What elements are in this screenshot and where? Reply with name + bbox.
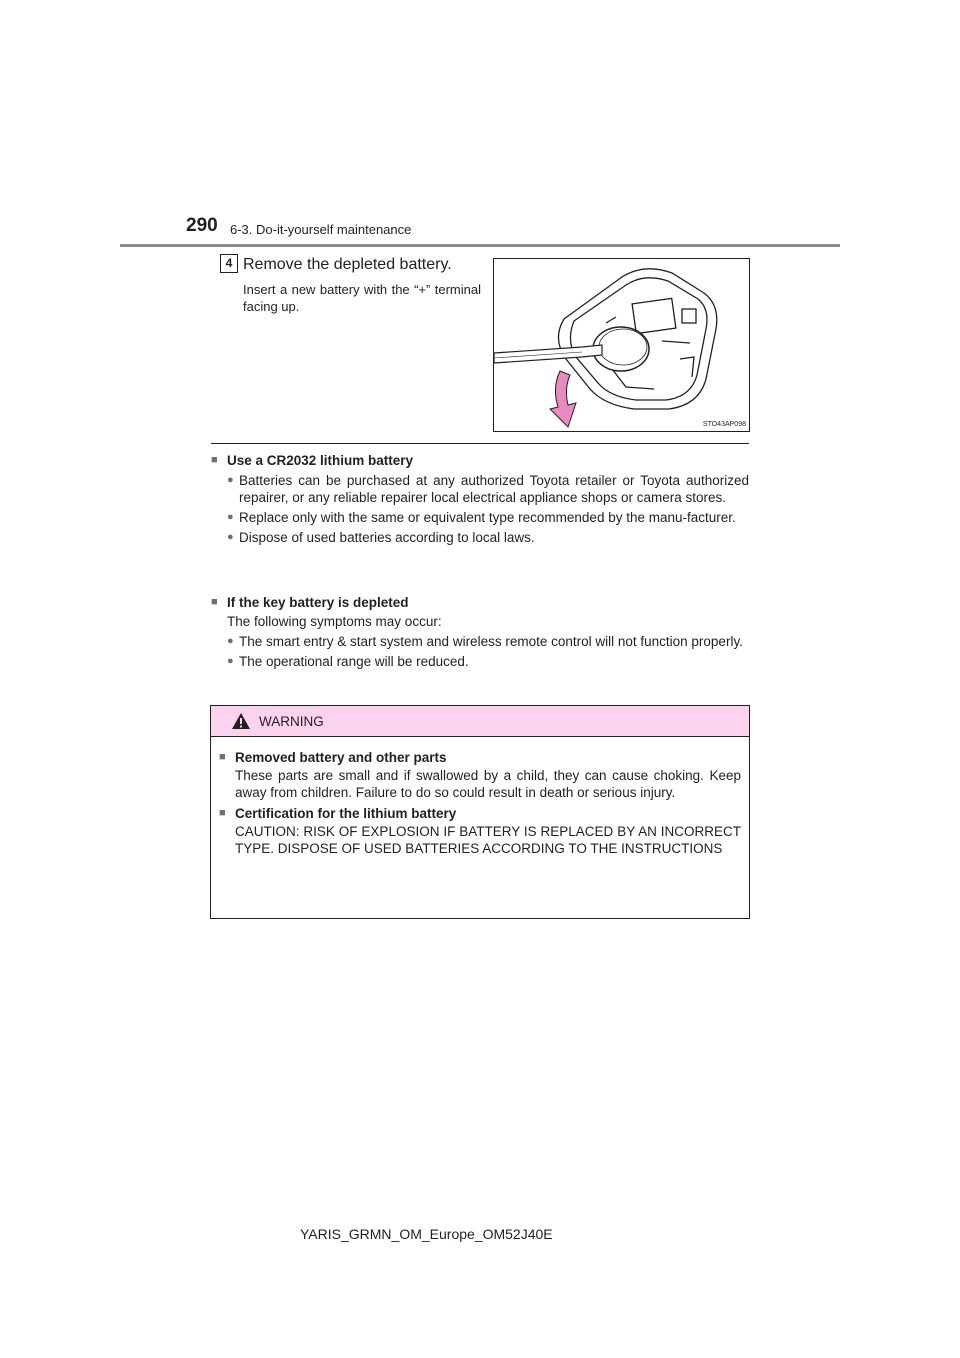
page-number: 290 <box>186 215 218 236</box>
list-item: ● Batteries can be purchased at any authorized Toyota retailer or Toyota authorized repairer, or any reliable repairer local electrical appliance shops or camera stores. <box>211 472 749 506</box>
dot-bullet-icon: ● <box>227 531 234 543</box>
header-rule <box>120 244 840 247</box>
square-bullet-icon: ■ <box>219 807 226 819</box>
dot-bullet-icon: ● <box>227 511 234 523</box>
section-title: 6-3. Do-it-yourself maintenance <box>230 222 412 237</box>
dot-bullet-icon: ● <box>227 474 234 486</box>
figure-code: STO43AP098 <box>702 421 746 428</box>
warning-label: WARNING <box>259 713 324 729</box>
section-heading: ■ If the key battery is depleted <box>211 595 409 610</box>
square-bullet-icon: ■ <box>219 751 226 763</box>
warning-item-text: These parts are small and if swallowed by a child, they can cause choking. Keep away from children. Failure to do so could result in death or serious injury. <box>235 768 741 800</box>
section-divider <box>211 443 749 444</box>
dot-bullet-icon: ● <box>227 655 234 667</box>
section-heading: ■ Use a CR2032 lithium battery <box>211 453 414 468</box>
screwdriver <box>494 345 602 363</box>
key-battery-illustration <box>493 258 750 432</box>
list-item: ● The smart entry & start system and wireless remote control will not function properly. <box>211 633 749 650</box>
step-number-badge: 4 <box>220 254 238 273</box>
warning-body <box>211 737 749 857</box>
step-title: Remove the depleted battery. <box>243 256 452 273</box>
warning-item-heading: ■ Certification for the lithium battery <box>219 806 457 821</box>
list-item: ● Replace only with the same or equivalent type recommended by the manu-facturer. <box>211 509 749 526</box>
list-item: ● The operational range will be reduced. <box>211 653 749 670</box>
step-note: Insert a new battery with the “+” terminal facing up. <box>243 282 481 314</box>
warning-header <box>211 706 749 737</box>
arrow-down-icon <box>550 371 576 427</box>
warning-item-heading: ■ Removed battery and other parts <box>219 750 447 765</box>
dot-bullet-icon: ● <box>227 635 234 647</box>
depleted-battery-section <box>211 594 749 670</box>
battery-info-section <box>211 452 749 546</box>
key-fob-drawing <box>494 259 749 431</box>
warning-box <box>210 705 750 919</box>
list-item: ● Dispose of used batteries according to local laws. <box>211 529 749 546</box>
document-footer: YARIS_GRMN_OM_Europe_OM52J40E <box>300 1226 553 1242</box>
section-intro: The following symptoms may occur: <box>227 614 442 629</box>
square-bullet-icon: ■ <box>211 596 218 608</box>
warning-item-text: CAUTION: RISK OF EXPLOSION IF BATTERY IS REPLACED BY AN INCORRECT TYPE. DISPOSE OF USED BATTERIES ACCORDING TO THE INSTRUCTIONS <box>235 824 741 856</box>
square-bullet-icon: ■ <box>211 454 218 466</box>
warning-triangle-icon <box>231 712 251 730</box>
